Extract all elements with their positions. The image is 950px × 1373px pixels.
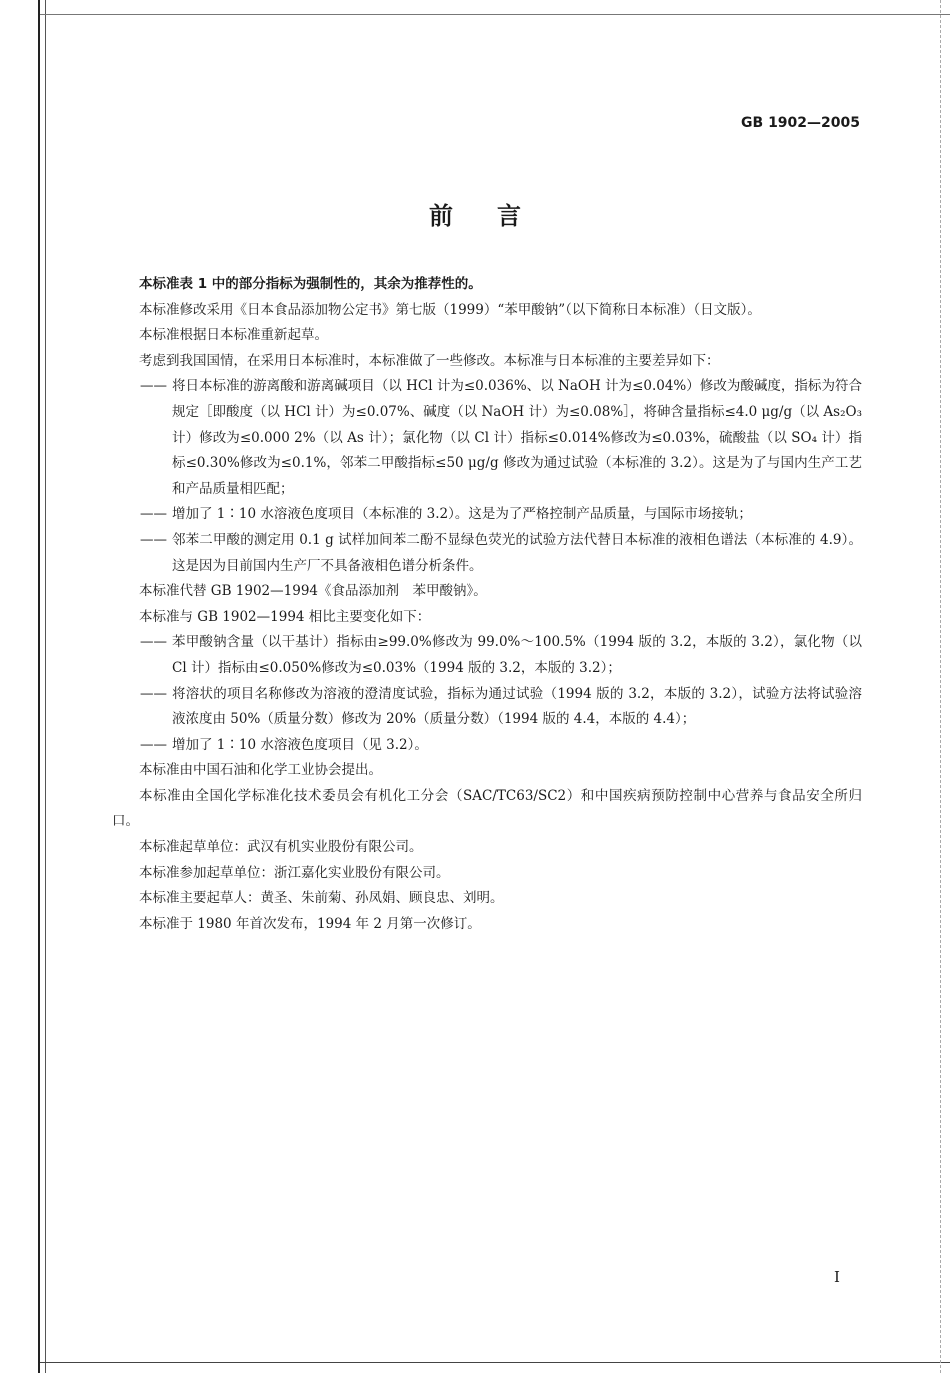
dash-mark: —— bbox=[140, 736, 167, 753]
paragraph-history: 本标准于 1980 年首次发布，1994 年 2 月第一次修订。 bbox=[139, 915, 481, 932]
document-code: GB 1902—2005 bbox=[741, 115, 860, 131]
difference-text: 增加了 1∶10 水溶液色度项目（本标准的 3.2）。这是为了严格控制产品质量，与国际市场接轨； bbox=[172, 506, 752, 523]
paragraph-participating-unit: 本标准参加起草单位：浙江嘉化实业股份有限公司。 bbox=[139, 864, 450, 881]
paragraph-redrafted: 本标准根据日本标准重新起草。 bbox=[139, 327, 328, 344]
dash-mark: —— bbox=[140, 378, 167, 395]
paragraph-replaces: 本标准代替 GB 1902—1994《食品添加剂 苯甲酸钠》。 bbox=[139, 583, 487, 600]
page-title: 前言 bbox=[429, 202, 565, 230]
change-item bbox=[112, 682, 862, 733]
change-item bbox=[112, 733, 862, 759]
paragraph-drafters: 本标准主要起草人：黄圣、朱前菊、孙凤娟、顾良忠、刘明。 bbox=[139, 890, 504, 907]
paragraph-proposed-by: 本标准由中国石油和化学工业协会提出。 bbox=[139, 762, 382, 779]
change-item bbox=[112, 630, 862, 681]
paragraph-mandatory-note: 本标准表 1 中的部分指标为强制性的，其余为推荐性的。 bbox=[139, 276, 482, 292]
difference-item bbox=[112, 502, 862, 528]
dash-mark: —— bbox=[140, 506, 167, 523]
paragraph-changes-intro: 本标准与 GB 1902—1994 相比主要变化如下： bbox=[139, 608, 431, 625]
change-text: 增加了 1∶10 水溶液色度项目（见 3.2）。 bbox=[172, 736, 428, 753]
bottom-border-line bbox=[40, 1362, 950, 1363]
difference-text: 邻苯二甲酸的测定用 0.1 g 试样加间苯二酚不显绿色荧光的试验方法代替日本标准的液相色谱法（本标准的 4.9）。这是因为目前国内生产厂不具备液相色谱分析条件。 bbox=[172, 531, 862, 574]
change-text: 将溶状的项目名称修改为溶液的澄清度试验，指标为通过试验（1994 版的 3.2，本版的 3.2），试验方法将试验溶液浓度由 50%（质量分数）修改为 20%（质量分数）（1994 版的 4.4，本版的 4.4）； bbox=[172, 685, 862, 728]
difference-item bbox=[112, 374, 862, 502]
dash-mark: —— bbox=[140, 531, 167, 548]
page-number: I bbox=[834, 1268, 840, 1286]
top-border-line bbox=[40, 14, 950, 15]
change-text: 苯甲酸钠含量（以干基计）指标由≥99.0%修改为 99.0%～100.5%（1994 版的 3.2，本版的 3.2），氯化物（以 Cl 计）指标由≤0.050%修改为≤0.03%（1994 版的 3.2，本版的 3.2）； bbox=[172, 634, 862, 676]
difference-text: 将日本标准的游离酸和游离碱项目（以 HCl 计为≤0.036%、以 NaOH 计为≤0.04%）修改为酸碱度，指标为符合规定［即酸度（以 HCl 计）为≤0.07%、碱度（以 NaOH 计）为≤0.08%］，将砷含量指标≤4.0 μg/g（以 As₂O₃ 计）修改为≤0.000 2%（以 As 计）；氯化物（以 Cl 计）指标≤0.014%修改为≤0.03%，硫酸盐（以 SO₄ 计）指标≤0.30%修改为≤0.1%，邻苯二甲酸指标≤50 μg/g 修改为通过试验（本标准的 3.2）。这是为了与国内生产工艺和产品质量相匹配； bbox=[172, 378, 862, 497]
difference-item bbox=[112, 528, 862, 579]
dash-mark: —— bbox=[140, 685, 167, 702]
paragraph-drafting-unit: 本标准起草单位：武汉有机实业股份有限公司。 bbox=[139, 839, 423, 856]
dash-mark: —— bbox=[140, 634, 167, 651]
preface-body bbox=[112, 272, 862, 937]
paragraph-adoption: 本标准修改采用《日本食品添加物公定书》第七版（1999）“苯甲酸钠”（以下简称日本标准）（日文版）。 bbox=[139, 301, 761, 318]
paragraph-centralized-by: 本标准由全国化学标准化技术委员会有机化工分会（SAC/TC63/SC2）和中国疾病预防控制中心营养与食品安全所归口。 bbox=[112, 787, 862, 830]
paragraph-differences-intro: 考虑到我国国情，在采用日本标准时，本标准做了一些修改。本标准与日本标准的主要差异如下： bbox=[139, 352, 720, 369]
